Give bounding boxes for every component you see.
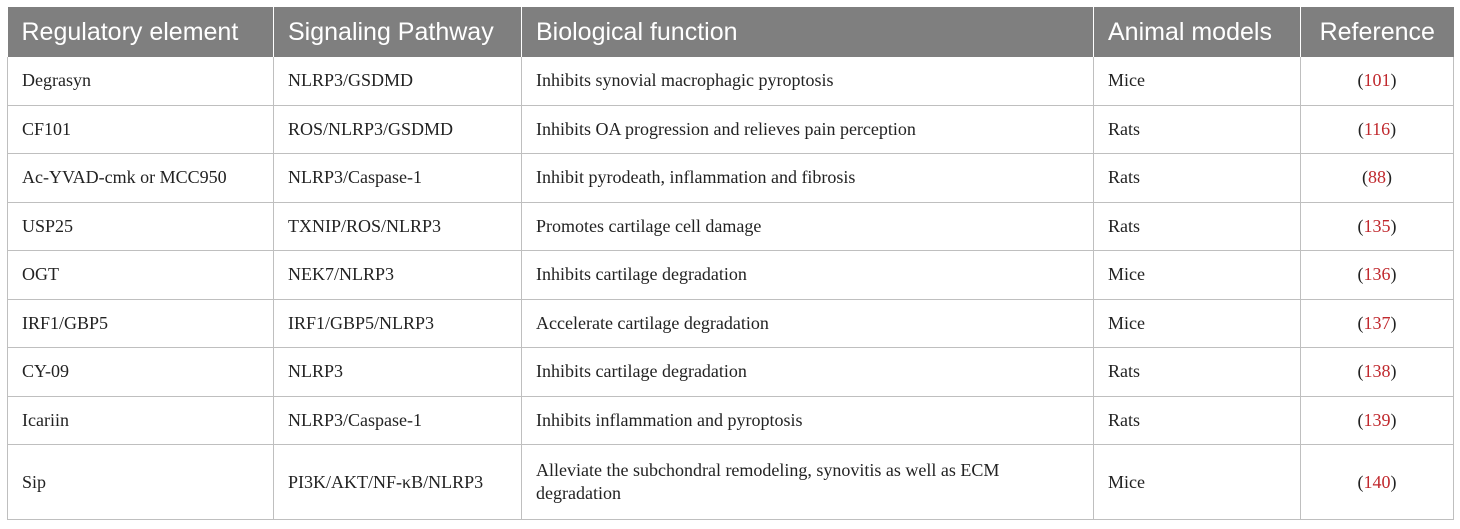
cell-reference: (136) (1301, 251, 1454, 300)
table-row (8, 154, 1454, 203)
table-row (8, 105, 1454, 154)
reference-link[interactable]: 139 (1363, 409, 1391, 430)
header-reference: Reference (1301, 7, 1454, 57)
cell-pathway: NLRP3/Caspase-1 (274, 396, 522, 445)
cell-pathway: NLRP3/Caspase-1 (274, 154, 522, 203)
header-biological-function: Biological function (522, 7, 1094, 57)
cell-function: Inhibit pyrodeath, inflammation and fibrosis (522, 154, 1094, 203)
table-row (8, 299, 1454, 348)
cell-model: Mice (1094, 251, 1301, 300)
cell-reference: (101) (1301, 57, 1454, 105)
cell-model: Rats (1094, 202, 1301, 251)
table-body (8, 57, 1454, 520)
cell-pathway: NLRP3/GSDMD (274, 57, 522, 105)
cell-function: Inhibits inflammation and pyroptosis (522, 396, 1094, 445)
reference-link[interactable]: 140 (1363, 471, 1391, 492)
cell-pathway: NLRP3 (274, 348, 522, 397)
cell-element: IRF1/GBP5 (8, 299, 274, 348)
cell-pathway: PI3K/AKT/NF-κB/NLRP3 (274, 445, 522, 520)
cell-element: OGT (8, 251, 274, 300)
cell-element: Icariin (8, 396, 274, 445)
cell-model: Mice (1094, 57, 1301, 105)
cell-element: Degrasyn (8, 57, 274, 105)
cell-reference: (140) (1301, 445, 1454, 520)
cell-function: Inhibits OA progression and relieves pain perception (522, 105, 1094, 154)
reference-link[interactable]: 137 (1363, 312, 1391, 333)
cell-reference: (139) (1301, 396, 1454, 445)
reference-link[interactable]: 135 (1363, 215, 1391, 236)
table-row (8, 445, 1454, 520)
cell-element: CY-09 (8, 348, 274, 397)
cell-function: Alleviate the subchondral remodeling, synovitis as well as ECM degradation (522, 445, 1094, 520)
reference-link[interactable]: 88 (1368, 167, 1386, 188)
cell-model: Rats (1094, 348, 1301, 397)
cell-element: Ac-YVAD-cmk or MCC950 (8, 154, 274, 203)
reference-link[interactable]: 116 (1363, 118, 1391, 139)
cell-pathway: ROS/NLRP3/GSDMD (274, 105, 522, 154)
cell-reference: (135) (1301, 202, 1454, 251)
reference-link[interactable]: 136 (1363, 264, 1391, 285)
table-header (8, 7, 1454, 57)
table-row (8, 57, 1454, 105)
cell-pathway: IRF1/GBP5/NLRP3 (274, 299, 522, 348)
cell-model: Mice (1094, 445, 1301, 520)
table-row (8, 202, 1454, 251)
cell-function: Inhibits synovial macrophagic pyroptosis (522, 57, 1094, 105)
header-animal-models: Animal models (1094, 7, 1301, 57)
table-row (8, 396, 1454, 445)
cell-pathway: TXNIP/ROS/NLRP3 (274, 202, 522, 251)
reference-link[interactable]: 138 (1363, 361, 1391, 382)
cell-reference: (88) (1301, 154, 1454, 203)
cell-element: CF101 (8, 105, 274, 154)
regulatory-elements-table (7, 7, 1454, 520)
reference-link[interactable]: 101 (1363, 70, 1391, 91)
table-row (8, 251, 1454, 300)
cell-pathway: NEK7/NLRP3 (274, 251, 522, 300)
header-signaling-pathway: Signaling Pathway (274, 7, 522, 57)
table-row (8, 348, 1454, 397)
cell-reference: (137) (1301, 299, 1454, 348)
cell-function: Accelerate cartilage degradation (522, 299, 1094, 348)
cell-reference: (138) (1301, 348, 1454, 397)
regulatory-elements-table-container (7, 7, 1453, 520)
cell-function: Inhibits cartilage degradation (522, 251, 1094, 300)
cell-element: Sip (8, 445, 274, 520)
cell-element: USP25 (8, 202, 274, 251)
cell-model: Rats (1094, 396, 1301, 445)
cell-model: Mice (1094, 299, 1301, 348)
cell-model: Rats (1094, 105, 1301, 154)
header-row (8, 7, 1454, 57)
header-regulatory-element: Regulatory element (8, 7, 274, 57)
cell-function: Inhibits cartilage degradation (522, 348, 1094, 397)
cell-model: Rats (1094, 154, 1301, 203)
cell-function: Promotes cartilage cell damage (522, 202, 1094, 251)
cell-reference: (116) (1301, 105, 1454, 154)
